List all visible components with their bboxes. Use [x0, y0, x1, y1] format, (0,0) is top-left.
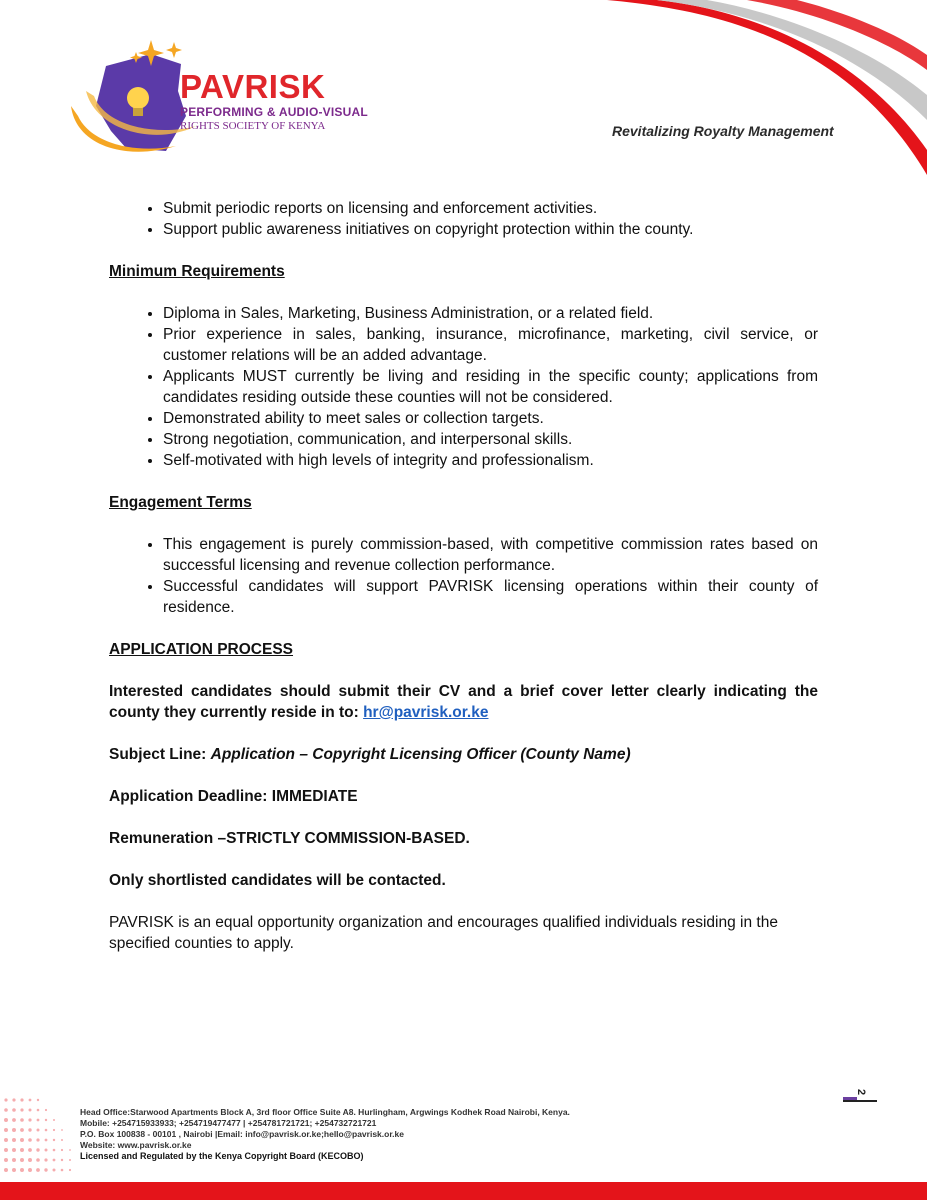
shortlist-note: Only shortlisted candidates will be contacted. — [109, 872, 446, 889]
equal-opportunity-statement: PAVRISK is an equal opportunity organization and encourages qualified individuals residing in the specified counties to apply. — [109, 914, 778, 952]
logo-text-block — [180, 70, 368, 132]
min-requirements-heading: Minimum Requirements — [109, 263, 285, 280]
logo-title: PAVRISK — [180, 68, 326, 105]
list-item: • Strong negotiation, communication, and interpersonal skills. — [163, 429, 818, 450]
subject-line — [109, 744, 818, 765]
footer-po-box-email: P.O. Box 100838 - 00101 , Nairobi |Email: info@pavrisk.or.ke;hello@pavrisk.or.ke — [80, 1129, 404, 1139]
list-item: • Applicants MUST currently be living and residing in the specific county; applications from candidates residing outside these counties will not be considered. — [163, 366, 818, 408]
list-item: • Support public awareness initiatives on copyright protection within the county. — [163, 219, 818, 240]
page-number-underline — [843, 1100, 877, 1102]
application-instructions-text: Interested candidates should submit their CV and a brief cover letter clearly indicating the county they currently reside in to: — [109, 683, 818, 721]
application-deadline: Application Deadline: IMMEDIATE — [109, 788, 358, 805]
header-swoosh-graphic — [597, 0, 927, 180]
footer-mobile: Mobile: +254715933933; +254719477477 | +254781721721; +254732721721 — [80, 1118, 377, 1128]
min-requirements-list — [109, 303, 818, 471]
logo-subtitle-2: RIGHTS SOCIETY OF KENYA — [180, 120, 326, 132]
document-body — [109, 198, 818, 975]
engagement-terms-heading: Engagement Terms — [109, 494, 252, 511]
remuneration-note: Remuneration –STRICTLY COMMISSION-BASED. — [109, 830, 470, 847]
logo-subtitle-1: PERFORMING & AUDIO-VISUAL — [180, 105, 368, 119]
page-number: 2 — [855, 1088, 868, 1096]
list-item: • Submit periodic reports on licensing and enforcement activities. — [163, 198, 818, 219]
hr-email-link[interactable]: hr@pavrisk.or.ke — [363, 704, 489, 721]
list-item: • Diploma in Sales, Marketing, Business Administration, or a related field. — [163, 303, 818, 324]
engagement-terms-list — [109, 534, 818, 618]
list-item: • Successful candidates will support PAVRISK licensing operations within their county of residence. — [163, 576, 818, 618]
application-instructions — [109, 681, 818, 723]
intro-bullet-list — [109, 198, 818, 240]
header-tagline: Revitalizing Royalty Management — [612, 123, 834, 139]
list-item: • Prior experience in sales, banking, insurance, microfinance, marketing, civil service, or customer relations will be an added advantage. — [163, 324, 818, 366]
footer-contact-block — [80, 1107, 570, 1162]
footer-license: Licensed and Regulated by the Kenya Copyright Board (KECOBO) — [80, 1151, 364, 1161]
footer-red-bar — [0, 1182, 927, 1200]
footer-head-office: Head Office:Starwood Apartments Block A, 3rd floor Office Suite A8. Hurlingham, Argwings Kodhek Road Nairobi, Kenya. — [80, 1107, 570, 1117]
subject-line-value: Application – Copyright Licensing Officer (County Name) — [210, 746, 631, 763]
footer-website: Website: www.pavrisk.or.ke — [80, 1140, 192, 1150]
list-item: • Self-motivated with high levels of integrity and professionalism. — [163, 450, 818, 471]
subject-line-label: Subject Line: — [109, 746, 211, 763]
application-process-heading: APPLICATION PROCESS — [109, 641, 294, 658]
list-item: • This engagement is purely commission-based, with competitive commission rates based on successful licensing and revenue collection performance. — [163, 534, 818, 576]
list-item: • Demonstrated ability to meet sales or collection targets. — [163, 408, 818, 429]
